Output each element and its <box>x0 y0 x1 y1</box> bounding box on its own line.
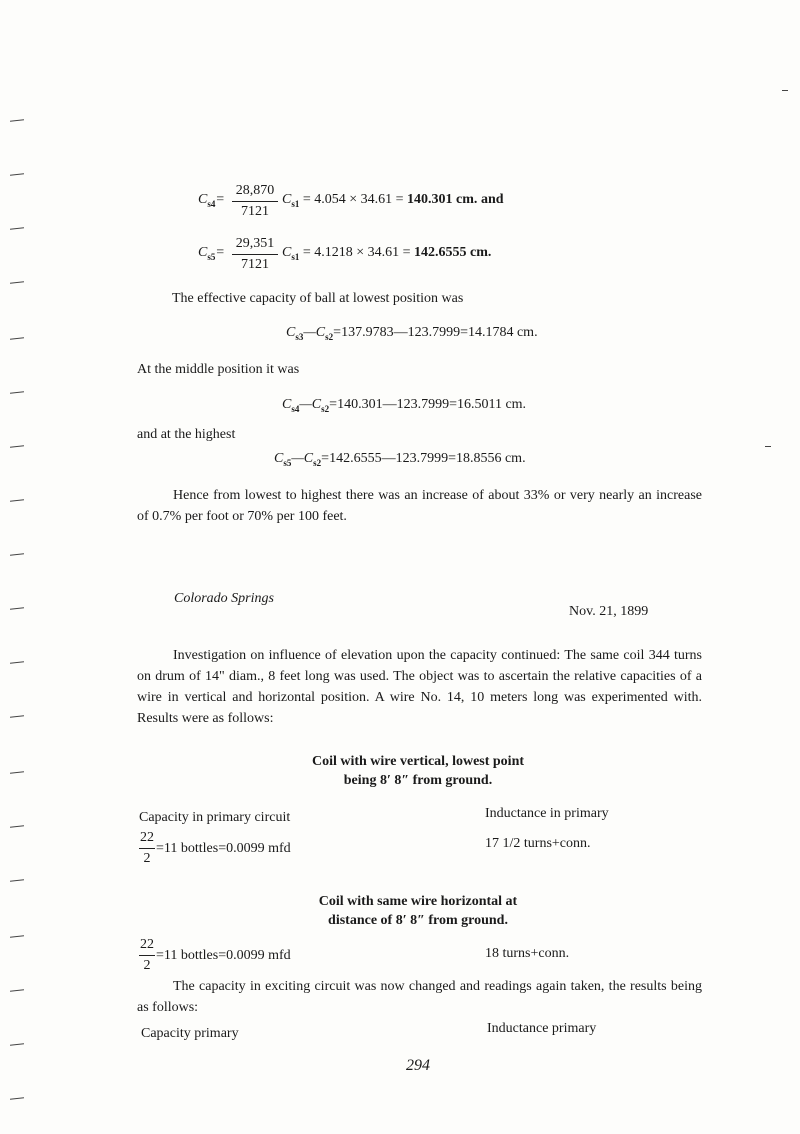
column-inductance-header: Inductance in primary <box>485 806 609 821</box>
equation-middle: $C_{s4}—C_{s2}=140.301—123.7999=16.5011$ cm. <box>282 397 527 414</box>
eq-expression: = 4.054 × 34.61 = <box>302 192 408 207</box>
fraction-bar <box>232 254 278 255</box>
margin-mark <box>10 553 24 555</box>
fraction: 22 2 <box>140 830 154 866</box>
equation-highest: $C_{s5}—C_{s2}=142.6555—123.7999=18.8556$ cm. <box>274 451 526 468</box>
page-number: 294 <box>406 1057 430 1074</box>
eq-symbol: C <box>198 245 208 260</box>
eq-subscript: s4 <box>207 199 216 209</box>
margin-mark <box>10 607 24 609</box>
eq-result: 142.6555 cm. <box>414 245 492 260</box>
fraction <box>232 236 278 273</box>
highest-intro: and at the highest <box>137 427 236 442</box>
column-capacity-header-2: Capacity primary <box>141 1026 239 1041</box>
fraction <box>232 183 278 220</box>
margin-mark <box>782 90 788 91</box>
place-heading: Colorado Springs <box>174 591 274 606</box>
column-capacity-header: Capacity in primary circuit <box>139 810 291 825</box>
margin-mark <box>10 227 24 229</box>
margin-mark <box>10 715 24 717</box>
eq-result: 140.301 cm. <box>407 192 478 207</box>
eq-sign: = <box>215 245 225 260</box>
hence-paragraph: Hence from lowest to highest there was an increase of about 33% or very nearly an increase of 0.7% per foot or 70% per 100 feet. <box>137 488 702 524</box>
row1-capacity-value: =11 bottles=0.0099 mfd <box>156 841 291 856</box>
eq-sign: = <box>215 192 225 207</box>
margin-mark <box>10 337 24 339</box>
heading-horizontal: Coil with same wire horizontal at distance of 8′ 8″ from ground. <box>318 894 518 928</box>
fraction-bar <box>232 201 278 202</box>
heading-vertical: Coil with wire vertical, lowest point being 8′ 8″ from ground. <box>311 754 525 788</box>
fraction-numerator: 29,351 <box>235 236 275 251</box>
effective-intro: The effective capacity of ball at lowest position was <box>172 291 464 306</box>
margin-mark <box>10 119 24 121</box>
fraction-denominator: 7121 <box>241 257 269 272</box>
margin-mark <box>10 1097 24 1099</box>
column-inductance-header-2: Inductance primary <box>487 1021 597 1036</box>
margin-mark <box>10 879 24 881</box>
eq-symbol: C <box>282 245 292 260</box>
margin-mark <box>10 173 24 175</box>
row2-inductance-value: 18 turns+conn. <box>485 946 570 961</box>
margin-mark <box>10 989 24 991</box>
eq-subscript: s1 <box>291 252 300 262</box>
margin-mark <box>765 446 771 447</box>
row2-capacity-value: =11 bottles=0.0099 mfd <box>156 948 291 963</box>
eq-symbol: C <box>198 192 208 207</box>
margin-mark <box>10 935 24 937</box>
fraction-denominator: 7121 <box>241 204 269 219</box>
margin-mark <box>10 825 24 827</box>
date: Nov. 21, 1899 <box>569 604 649 619</box>
eq-expression: = 4.1218 × 34.61 = <box>302 245 415 260</box>
margin-mark <box>10 1043 24 1045</box>
margin-mark <box>10 661 24 663</box>
equation-lowest: $C_{s3}—C_{s2}=137.9783—123.7999=14.1784$ cm. <box>286 325 538 342</box>
margin-mark <box>10 281 24 283</box>
changed-paragraph: The capacity in exciting circuit was now changed and readings again taken, the results being as follows: <box>137 979 702 1015</box>
eq-subscript: s5 <box>207 252 216 262</box>
eq-symbol: C <box>282 192 292 207</box>
fraction: 22 2 <box>140 937 154 973</box>
investigation-paragraph: Investigation on influence of elevation upon the capacity continued: The same coil 344 turns on drum of 14" diam., 8 feet long was used. The object was to ascertain the relative capacities of a wire in vertical and horizontal position. A wire No. 14, 10 meters long was experimented with. Results were as follows: <box>137 648 702 726</box>
eq-subscript: s1 <box>291 199 300 209</box>
row1-inductance-value: 17 1/2 turns+conn. <box>485 836 591 851</box>
margin-mark <box>10 771 24 773</box>
fraction-numerator: 28,870 <box>235 183 275 198</box>
margin-mark <box>10 499 24 501</box>
eq-tail: and <box>477 192 504 207</box>
margin-mark <box>10 445 24 447</box>
middle-intro: At the middle position it was <box>137 362 300 377</box>
margin-mark <box>10 391 24 393</box>
